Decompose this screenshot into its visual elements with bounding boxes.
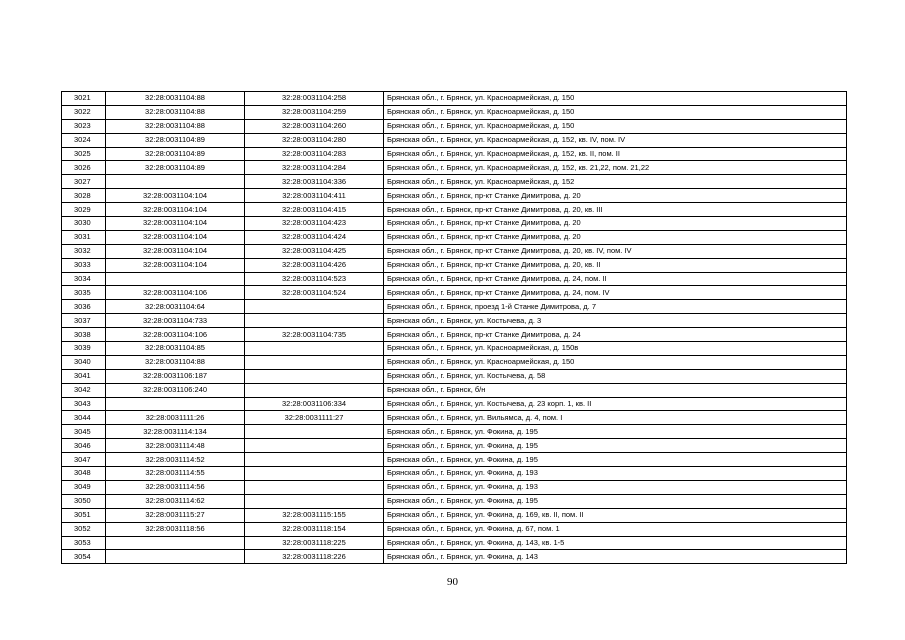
object-number-cell: 32:28:0031104:415 — [245, 203, 384, 217]
table-row — [62, 355, 847, 369]
parcel-number-cell: 32:28:0031114:134 — [106, 425, 245, 439]
object-number-cell: 32:28:0031104:258 — [245, 92, 384, 106]
row-number-cell: 3023 — [62, 119, 106, 133]
table-row — [62, 425, 847, 439]
row-number-cell: 3047 — [62, 453, 106, 467]
table-row — [62, 508, 847, 522]
table-row — [62, 189, 847, 203]
address-cell: Брянская обл., г. Брянск, ул. Фокина, д. 143 — [384, 550, 847, 564]
parcel-number-cell: 32:28:0031114:52 — [106, 453, 245, 467]
table-row — [62, 369, 847, 383]
address-cell: Брянская обл., г. Брянск, пр-кт Станке Димитрова, д. 24, пом. II — [384, 272, 847, 286]
table-row — [62, 314, 847, 328]
table-row — [62, 550, 847, 564]
table-row — [62, 133, 847, 147]
address-cell: Брянская обл., г. Брянск, проезд 1-й Станке Димитрова, д. 7 — [384, 300, 847, 314]
row-number-cell: 3050 — [62, 494, 106, 508]
row-number-cell: 3033 — [62, 258, 106, 272]
parcel-number-cell: 32:28:0031104:104 — [106, 230, 245, 244]
address-cell: Брянская обл., г. Брянск, ул. Красноармейская, д. 150 — [384, 119, 847, 133]
registry-table — [61, 91, 847, 564]
row-number-cell: 3024 — [62, 133, 106, 147]
object-number-cell — [245, 314, 384, 328]
row-number-cell: 3051 — [62, 508, 106, 522]
registry-table-body — [62, 92, 847, 564]
parcel-number-cell: 32:28:0031114:48 — [106, 439, 245, 453]
address-cell: Брянская обл., г. Брянск, ул. Красноармейская, д. 150 — [384, 355, 847, 369]
row-number-cell: 3042 — [62, 383, 106, 397]
table-row — [62, 397, 847, 411]
object-number-cell: 32:28:0031111:27 — [245, 411, 384, 425]
object-number-cell: 32:28:0031104:284 — [245, 161, 384, 175]
parcel-number-cell: 32:28:0031104:88 — [106, 105, 245, 119]
row-number-cell: 3046 — [62, 439, 106, 453]
object-number-cell: 32:28:0031104:523 — [245, 272, 384, 286]
row-number-cell: 3052 — [62, 522, 106, 536]
parcel-number-cell: 32:28:0031114:56 — [106, 480, 245, 494]
object-number-cell — [245, 300, 384, 314]
table-row — [62, 439, 847, 453]
table-row — [62, 119, 847, 133]
address-cell: Брянская обл., г. Брянск, ул. Фокина, д. 195 — [384, 453, 847, 467]
address-cell: Брянская обл., г. Брянск, пр-кт Станке Димитрова, д. 20, кв. III — [384, 203, 847, 217]
row-number-cell: 3040 — [62, 355, 106, 369]
object-number-cell: 32:28:0031104:259 — [245, 105, 384, 119]
parcel-number-cell: 32:28:0031118:56 — [106, 522, 245, 536]
table-row — [62, 453, 847, 467]
parcel-number-cell — [106, 272, 245, 286]
object-number-cell: 32:28:0031104:524 — [245, 286, 384, 300]
table-row — [62, 217, 847, 231]
object-number-cell: 32:28:0031106:334 — [245, 397, 384, 411]
table-row — [62, 300, 847, 314]
address-cell: Брянская обл., г. Брянск, ул. Фокина, д. 195 — [384, 425, 847, 439]
row-number-cell: 3025 — [62, 147, 106, 161]
row-number-cell: 3049 — [62, 480, 106, 494]
object-number-cell — [245, 439, 384, 453]
row-number-cell: 3048 — [62, 467, 106, 481]
parcel-number-cell: 32:28:0031115:27 — [106, 508, 245, 522]
row-number-cell: 3037 — [62, 314, 106, 328]
object-number-cell: 32:28:0031104:425 — [245, 244, 384, 258]
row-number-cell: 3031 — [62, 230, 106, 244]
address-cell: Брянская обл., г. Брянск, ул. Красноармейская, д. 150в — [384, 342, 847, 356]
table-row — [62, 175, 847, 189]
parcel-number-cell — [106, 536, 245, 550]
address-cell: Брянская обл., г. Брянск, ул. Красноармейская, д. 152, кв. 21,22, пом. 21,22 — [384, 161, 847, 175]
row-number-cell: 3041 — [62, 369, 106, 383]
address-cell: Брянская обл., г. Брянск, ул. Фокина, д. 67, пом. 1 — [384, 522, 847, 536]
object-number-cell — [245, 494, 384, 508]
object-number-cell — [245, 425, 384, 439]
object-number-cell: 32:28:0031118:225 — [245, 536, 384, 550]
table-row — [62, 92, 847, 106]
address-cell: Брянская обл., г. Брянск, ул. Фокина, д. 195 — [384, 494, 847, 508]
table-row — [62, 522, 847, 536]
object-number-cell: 32:28:0031104:424 — [245, 230, 384, 244]
object-number-cell: 32:28:0031104:260 — [245, 119, 384, 133]
address-cell: Брянская обл., г. Брянск, ул. Красноармейская, д. 152, кв. II, пом. II — [384, 147, 847, 161]
row-number-cell: 3054 — [62, 550, 106, 564]
address-cell: Брянская обл., г. Брянск, пр-кт Станке Димитрова, д. 20, кв. IV, пом. IV — [384, 244, 847, 258]
address-cell: Брянская обл., г. Брянск, ул. Красноармейская, д. 150 — [384, 92, 847, 106]
parcel-number-cell: 32:28:0031104:89 — [106, 147, 245, 161]
address-cell: Брянская обл., г. Брянск, ул. Красноармейская, д. 150 — [384, 105, 847, 119]
object-number-cell — [245, 467, 384, 481]
row-number-cell: 3039 — [62, 342, 106, 356]
address-cell: Брянская обл., г. Брянск, ул. Красноармейская, д. 152 — [384, 175, 847, 189]
parcel-number-cell: 32:28:0031114:62 — [106, 494, 245, 508]
row-number-cell: 3044 — [62, 411, 106, 425]
table-row — [62, 203, 847, 217]
table-row — [62, 494, 847, 508]
object-number-cell — [245, 480, 384, 494]
parcel-number-cell: 32:28:0031104:89 — [106, 133, 245, 147]
address-cell: Брянская обл., г. Брянск, ул. Фокина, д. 193 — [384, 480, 847, 494]
object-number-cell: 32:28:0031104:280 — [245, 133, 384, 147]
parcel-number-cell: 32:28:0031104:88 — [106, 355, 245, 369]
object-number-cell: 32:28:0031104:411 — [245, 189, 384, 203]
parcel-number-cell: 32:28:0031104:104 — [106, 189, 245, 203]
parcel-number-cell: 32:28:0031104:85 — [106, 342, 245, 356]
parcel-number-cell — [106, 550, 245, 564]
parcel-number-cell: 32:28:0031104:106 — [106, 286, 245, 300]
address-cell: Брянская обл., г. Брянск, ул. Вильямса, д. 4, пом. I — [384, 411, 847, 425]
object-number-cell — [245, 369, 384, 383]
object-number-cell: 32:28:0031104:735 — [245, 328, 384, 342]
address-cell: Брянская обл., г. Брянск, ул. Костычева, д. 23 корп. 1, кв. II — [384, 397, 847, 411]
object-number-cell: 32:28:0031104:423 — [245, 217, 384, 231]
object-number-cell: 32:28:0031104:336 — [245, 175, 384, 189]
parcel-number-cell: 32:28:0031104:104 — [106, 217, 245, 231]
row-number-cell: 3026 — [62, 161, 106, 175]
object-number-cell: 32:28:0031104:426 — [245, 258, 384, 272]
address-cell: Брянская обл., г. Брянск, пр-кт Станке Димитрова, д. 20 — [384, 230, 847, 244]
object-number-cell — [245, 342, 384, 356]
row-number-cell: 3043 — [62, 397, 106, 411]
parcel-number-cell: 32:28:0031104:88 — [106, 92, 245, 106]
row-number-cell: 3038 — [62, 328, 106, 342]
table-row — [62, 286, 847, 300]
row-number-cell: 3045 — [62, 425, 106, 439]
address-cell: Брянская обл., г. Брянск, ул. Костычева, д. 3 — [384, 314, 847, 328]
address-cell: Брянская обл., г. Брянск, пр-кт Станке Димитрова, д. 20 — [384, 189, 847, 203]
row-number-cell: 3032 — [62, 244, 106, 258]
table-row — [62, 244, 847, 258]
row-number-cell: 3028 — [62, 189, 106, 203]
parcel-number-cell: 32:28:0031104:64 — [106, 300, 245, 314]
table-row — [62, 342, 847, 356]
row-number-cell: 3035 — [62, 286, 106, 300]
table-row — [62, 230, 847, 244]
table-row — [62, 105, 847, 119]
parcel-number-cell — [106, 397, 245, 411]
address-cell: Брянская обл., г. Брянск, б/н — [384, 383, 847, 397]
table-row — [62, 383, 847, 397]
parcel-number-cell: 32:28:0031104:89 — [106, 161, 245, 175]
object-number-cell: 32:28:0031104:283 — [245, 147, 384, 161]
parcel-number-cell: 32:28:0031106:187 — [106, 369, 245, 383]
object-number-cell: 32:28:0031115:155 — [245, 508, 384, 522]
parcel-number-cell: 32:28:0031104:104 — [106, 203, 245, 217]
address-cell: Брянская обл., г. Брянск, пр-кт Станке Димитрова, д. 24 — [384, 328, 847, 342]
parcel-number-cell — [106, 175, 245, 189]
address-cell: Брянская обл., г. Брянск, пр-кт Станке Димитрова, д. 20 — [384, 217, 847, 231]
row-number-cell: 3034 — [62, 272, 106, 286]
row-number-cell: 3053 — [62, 536, 106, 550]
table-row — [62, 147, 847, 161]
table-row — [62, 480, 847, 494]
parcel-number-cell: 32:28:0031104:104 — [106, 244, 245, 258]
address-cell: Брянская обл., г. Брянск, пр-кт Станке Димитрова, д. 24, пом. IV — [384, 286, 847, 300]
object-number-cell — [245, 355, 384, 369]
parcel-number-cell: 32:28:0031104:733 — [106, 314, 245, 328]
parcel-number-cell: 32:28:0031111:26 — [106, 411, 245, 425]
row-number-cell: 3029 — [62, 203, 106, 217]
parcel-number-cell: 32:28:0031104:106 — [106, 328, 245, 342]
page-number: 90 — [447, 576, 458, 588]
table-row — [62, 258, 847, 272]
parcel-number-cell: 32:28:0031104:104 — [106, 258, 245, 272]
object-number-cell — [245, 383, 384, 397]
address-cell: Брянская обл., г. Брянск, ул. Фокина, д. 195 — [384, 439, 847, 453]
table-row — [62, 536, 847, 550]
address-cell: Брянская обл., г. Брянск, ул. Фокина, д. 193 — [384, 467, 847, 481]
parcel-number-cell: 32:28:0031106:240 — [106, 383, 245, 397]
row-number-cell: 3021 — [62, 92, 106, 106]
row-number-cell: 3022 — [62, 105, 106, 119]
address-cell: Брянская обл., г. Брянск, ул. Красноармейская, д. 152, кв. IV, пом. IV — [384, 133, 847, 147]
row-number-cell: 3030 — [62, 217, 106, 231]
table-row — [62, 467, 847, 481]
row-number-cell: 3036 — [62, 300, 106, 314]
object-number-cell — [245, 453, 384, 467]
address-cell: Брянская обл., г. Брянск, пр-кт Станке Димитрова, д. 20, кв. II — [384, 258, 847, 272]
table-row — [62, 328, 847, 342]
parcel-number-cell: 32:28:0031114:55 — [106, 467, 245, 481]
object-number-cell: 32:28:0031118:226 — [245, 550, 384, 564]
parcel-number-cell: 32:28:0031104:88 — [106, 119, 245, 133]
address-cell: Брянская обл., г. Брянск, ул. Фокина, д. 169, кв. II, пом. II — [384, 508, 847, 522]
table-row — [62, 411, 847, 425]
row-number-cell: 3027 — [62, 175, 106, 189]
address-cell: Брянская обл., г. Брянск, ул. Костычева, д. 58 — [384, 369, 847, 383]
table-row — [62, 272, 847, 286]
address-cell: Брянская обл., г. Брянск, ул. Фокина, д. 143, кв. 1-5 — [384, 536, 847, 550]
object-number-cell: 32:28:0031118:154 — [245, 522, 384, 536]
table-row — [62, 161, 847, 175]
